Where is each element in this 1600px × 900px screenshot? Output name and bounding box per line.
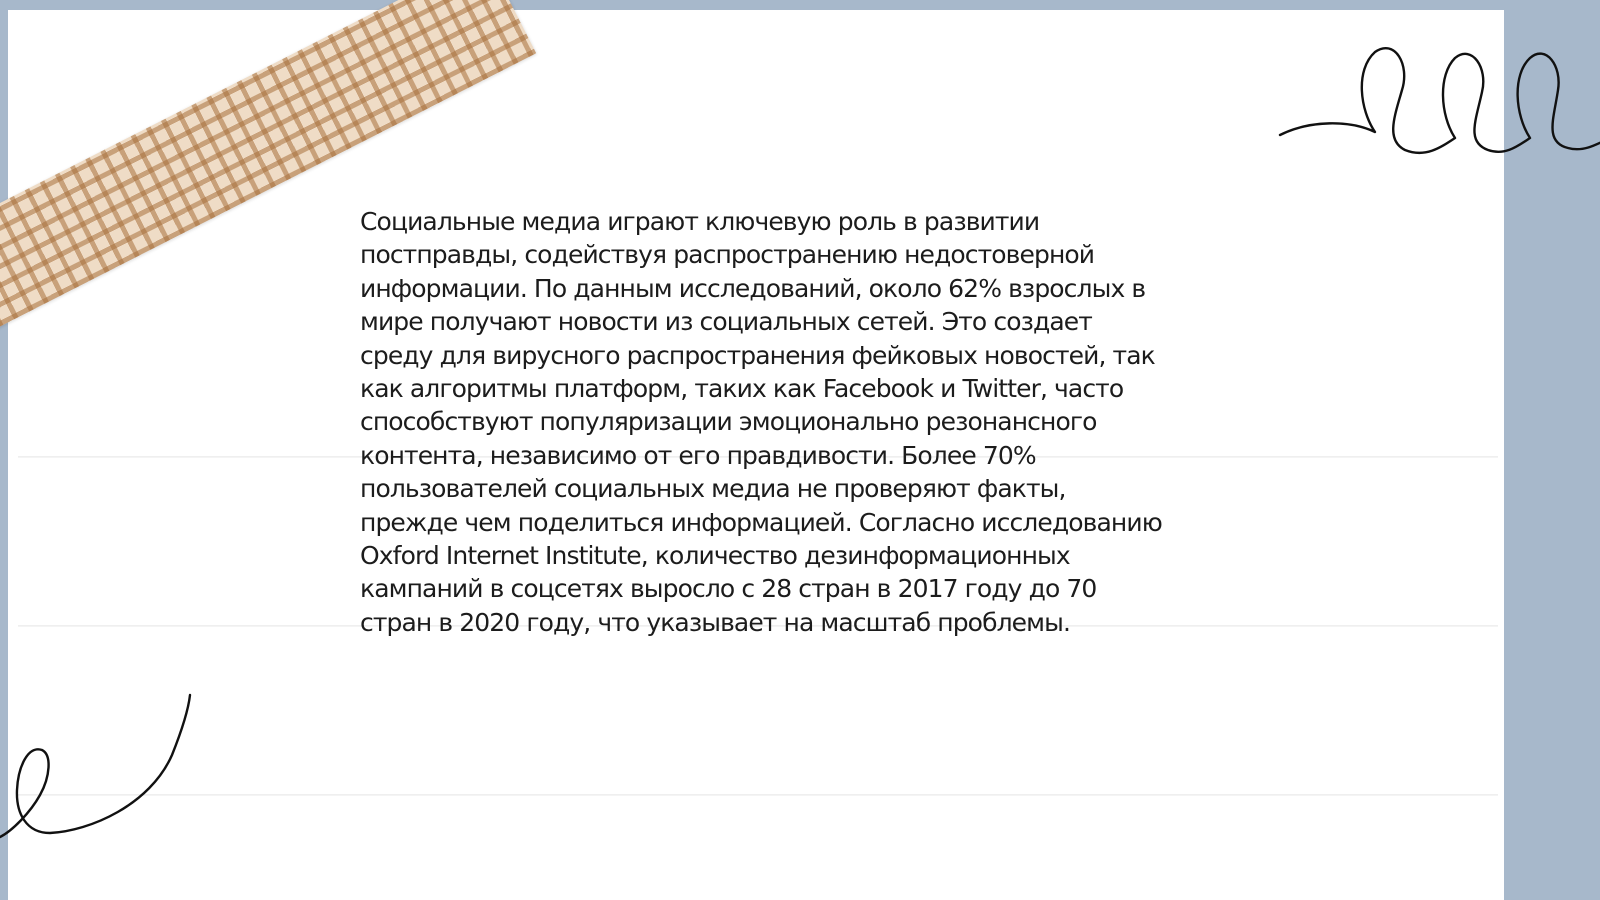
- paper-fold-line: [18, 794, 1498, 796]
- loop-squiggle-doodle-icon: [1290, 30, 1600, 170]
- loop-swoosh-doodle-icon: [0, 695, 200, 855]
- main-paragraph: Социальные медиа играют ключевую роль в развитии постправды, содействуя распространению недостоверной информации. По данным исследований, около 62% взрослых в мире получают новости из социальных сетей. Это создает среду для вирусного распространения фейковых новостей, так как алгоритмы платформ, таких как Facebook и Twitter, часто способствуют популяризации эмоционально резонансного контента, независимо от его правдивости. Более 70% пользователей социальных медиа не проверяют факты, прежде чем поделиться информацией. Согласно исследованию Oxford Internet Institute, количество дезинформационных кампаний в соцсетях выросло с 28 стран в 2017 году до 70 стран в 2020 году, что указывает на масштаб проблемы.: [360, 207, 1162, 637]
